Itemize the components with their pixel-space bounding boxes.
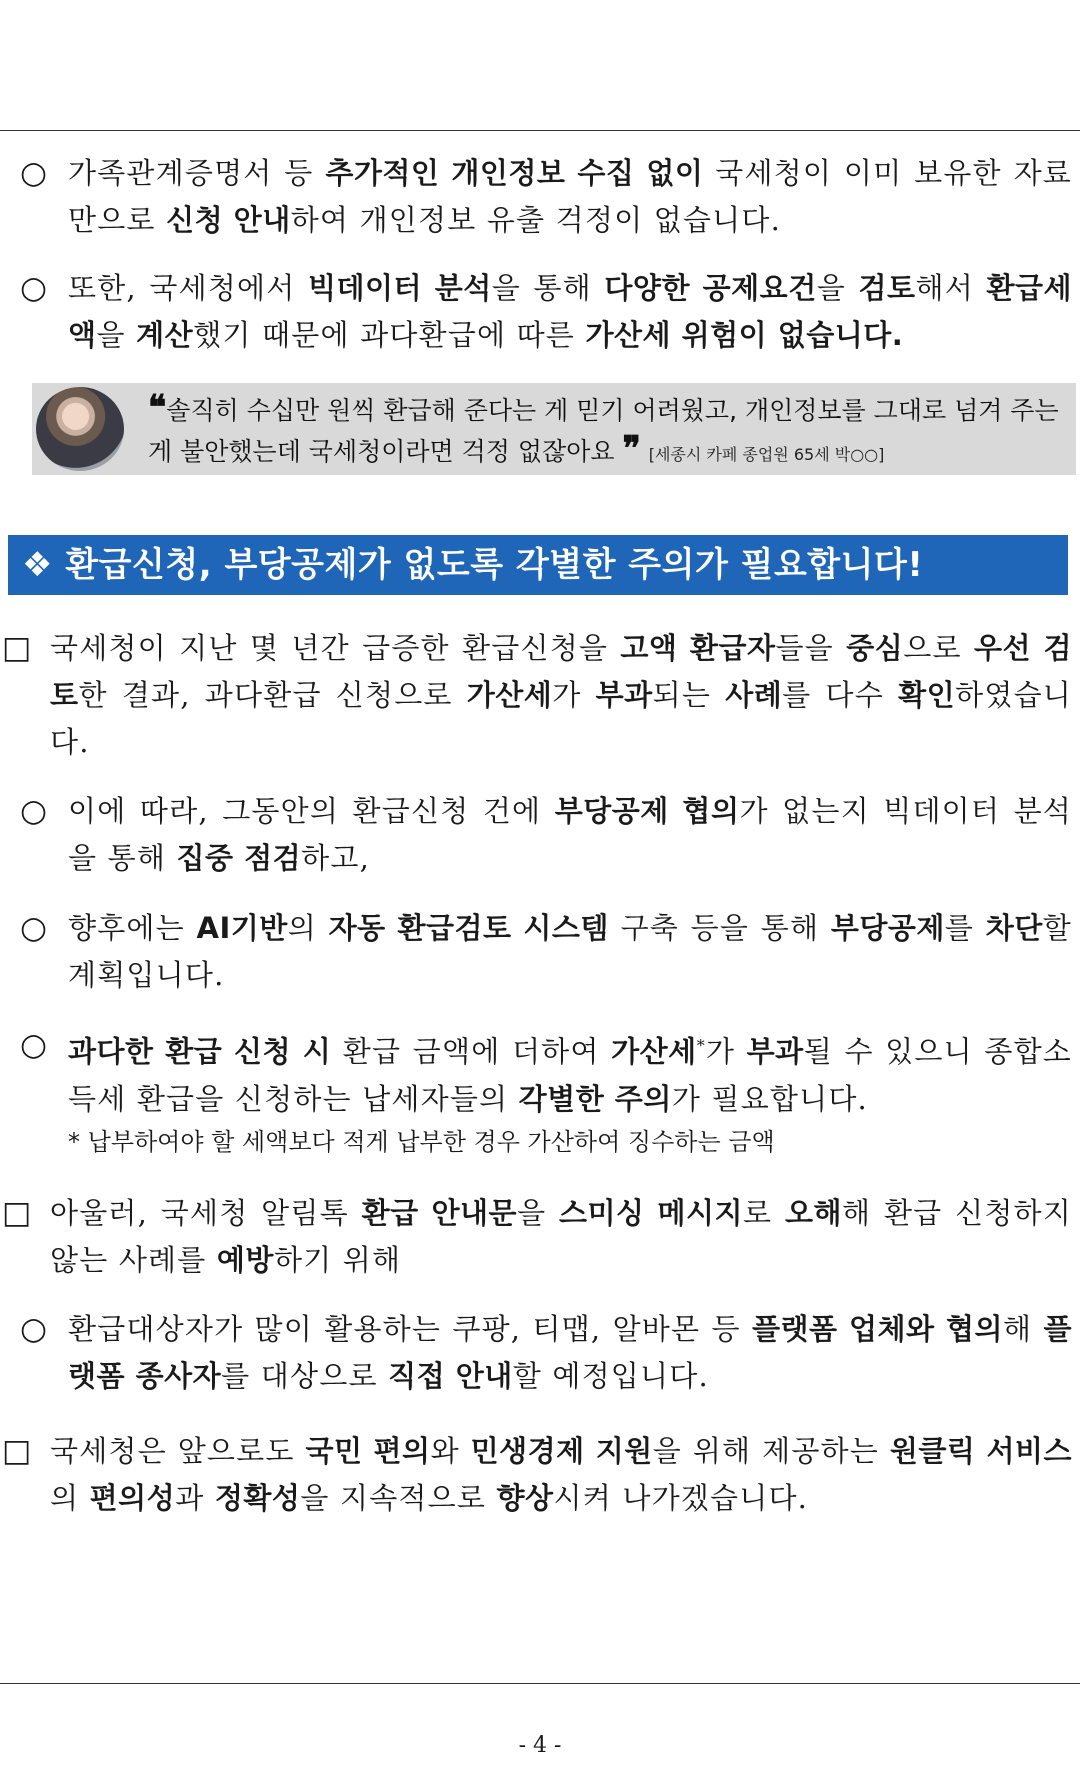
paragraph-privacy: 가족관계증명서 등 추가적인 개인정보 수집 없이 국세청이 이미 보유한 자료만으로 신청 안내하여 개인정보 유출 걱정이 없습니다.	[68, 156, 1072, 237]
circle-bullet: ○	[20, 1027, 48, 1063]
open-quote-icon: ❝	[148, 388, 167, 428]
square-bullet: □	[2, 1433, 32, 1469]
paragraph-excess-refund: 국세청이 지난 몇 년간 급증한 환급신청을 고액 환급자들을 중심으로 우선 검토한 결과, 과다환급 신청으로 가산세가 부과되는 사례를 다수 확인하였습니다.	[50, 631, 1072, 759]
circle-bullet: ○	[20, 910, 48, 946]
paragraph-closing: 국세청은 앞으로도 국민 편의와 민생경제 지원을 위해 제공하는 원클릭 서비스의 편의성과 정확성을 지속적으로 향상시켜 나가겠습니다.	[50, 1434, 1072, 1515]
testimonial-source: [세종시 카페 종업원 65세 박○○]	[648, 445, 885, 464]
paragraph-platform: 환급대상자가 많이 활용하는 쿠팡, 티맵, 알바몬 등 플랫폼 업체와 협의해 플랫폼 종사자를 대상으로 직접 안내할 예정입니다.	[68, 1312, 1072, 1393]
square-bullet: □	[2, 630, 32, 666]
square-bullet: □	[2, 1195, 32, 1231]
circle-bullet: ○	[20, 1311, 48, 1347]
paragraph-smishing: 아울러, 국세청 알림톡 환급 안내문을 스미싱 메시지로 오해해 환급 신청하지 않는 사례를 예방하기 위해	[50, 1196, 1072, 1277]
circle-bullet: ○	[20, 270, 48, 306]
circle-bullet: ○	[20, 155, 48, 191]
testimonial-photo	[36, 387, 124, 471]
section-banner-title: ❖ 환급신청, 부당공제가 없도록 각별한 주의가 필요합니다!	[22, 545, 924, 585]
bottom-rule	[0, 1683, 1080, 1684]
circle-bullet: ○	[20, 793, 48, 829]
page-number: - 4 -	[518, 1733, 562, 1758]
diamond-bullet-icon: ❖	[22, 545, 53, 585]
paragraph-inspection: 이에 따라, 그동안의 환급신청 건에 부당공제 협의가 없는지 빅데이터 분석을 통해 집중 점검하고,	[68, 794, 1072, 875]
paragraph-bigdata: 또한, 국세청에서 빅데이터 분석을 통해 다양한 공제요건을 검토해서 환급세액을 계산했기 때문에 과다환급에 따른 가산세 위험이 없습니다.	[68, 271, 1072, 352]
footnote-penalty: * 납부하여야 할 세액보다 적게 납부한 경우 가산하여 징수하는 금액	[68, 1128, 775, 1156]
close-quote-icon: ❞	[622, 429, 641, 469]
top-rule	[0, 130, 1080, 131]
testimonial-text: ❝솔직히 수십만 원씩 환급해 준다는 게 믿기 어려웠고, 개인정보를 그대로 넘겨 주는 게 불안했는데 국세청이라면 걱정 없잖아요 ❞ [세종시 카페 종업원 65세 박○○]	[148, 388, 1059, 469]
paragraph-ai-system: 향후에는 AI기반의 자동 환급검토 시스템 구축 등을 통해 부당공제를 차단할 계획입니다.	[68, 911, 1072, 992]
paragraph-penalty-warning: 과다한 환급 신청 시 환급 금액에 더하여 가산세*가 부과될 수 있으니 종합소득세 환급을 신청하는 납세자들의 각별한 주의가 필요합니다.	[68, 1034, 1073, 1116]
